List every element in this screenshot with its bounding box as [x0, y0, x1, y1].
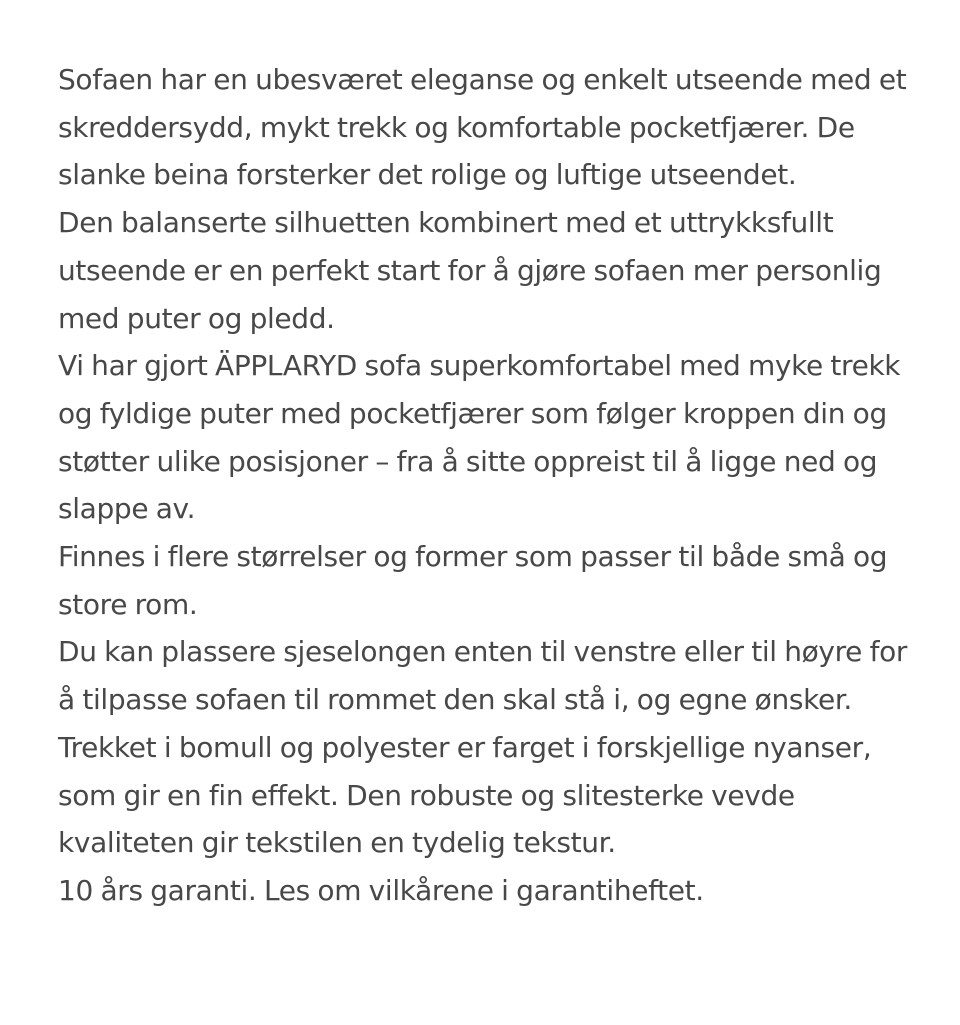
- description-paragraph-sizes: Finnes i flere størrelser og former som passer til både små og store rom.: [58, 540, 888, 621]
- description-paragraph-intro: Sofaen har en ubesværet eleganse og enkelt utseende med et skreddersydd, mykt trekk og komfortable pocketfjærer. De slanke beina forsterker det rolige og luftige utseendet.: [58, 63, 907, 192]
- description-paragraph-fabric: Trekket i bomull og polyester er farget i forskjellige nyanser, som gir en fin effekt. Den robuste og slitesterke vevde kvaliteten gir tekstilen en tydelig tekstur.: [58, 730, 872, 860]
- product-description: [58, 56, 918, 915]
- description-paragraph-silhouette: Den balanserte silhuetten kombinert med et uttrykksfullt utseende er en perfekt start for å gjøre sofaen mer personlig med puter og pledd.: [58, 206, 882, 335]
- description-paragraph-warranty: 10 års garanti. Les om vilkårene i garantiheftet.: [58, 873, 704, 907]
- description-paragraph-comfort: Vi har gjort ÄPPLARYD sofa superkomfortabel med myke trekk og fyldige puter med pocketfjærer som følger kroppen din og støtter ulike posisjoner – fra å sitte oppreist til å ligge ned og slappe av.: [58, 349, 901, 526]
- description-paragraph-chaise: Du kan plassere sjeselongen enten til venstre eller til høyre for å tilpasse sofaen til rommet den skal stå i, og egne ønsker.: [58, 635, 908, 717]
